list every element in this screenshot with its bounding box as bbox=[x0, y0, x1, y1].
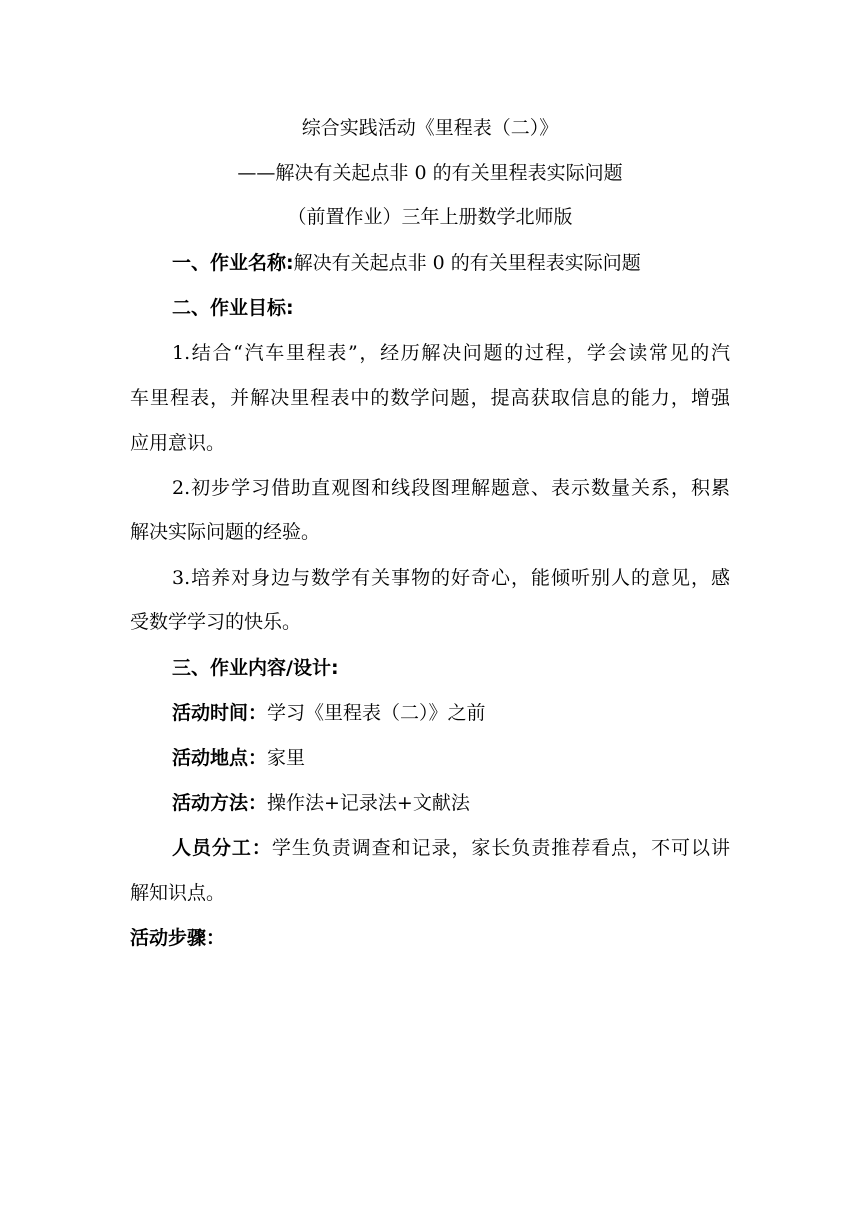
activity-place bbox=[130, 746, 730, 770]
activity-time bbox=[130, 701, 730, 725]
section-1-paragraph bbox=[130, 251, 730, 275]
activity-place-text: 家里 bbox=[267, 747, 306, 769]
activity-place-label: 活动地点： bbox=[172, 747, 268, 769]
goal-2-line-1: 2.初步学习借助直观图和线段图理解题意、表示数量关系，积累 bbox=[172, 477, 730, 499]
section-1-text: 解决有关起点非 0 的有关里程表实际问题 bbox=[293, 252, 641, 274]
activity-method bbox=[130, 791, 730, 815]
staff-division-line-1 bbox=[130, 836, 730, 860]
goal-1-line-2: 车里程表，并解决里程表中的数学问题，提高获取信息的能力，增强 bbox=[130, 387, 730, 409]
staff-division-text: 学生负责调查和记录，家长负责推荐看点，不可以讲 bbox=[271, 837, 730, 859]
goal-2-line-2: 解决实际问题的经验。 bbox=[130, 521, 321, 543]
title-line-2: ——解决有关起点非 0 的有关里程表实际问题 bbox=[237, 162, 623, 184]
section-3-label: 三、作业内容/设计: bbox=[172, 657, 339, 679]
activity-time-text: 学习《里程表（二）》之前 bbox=[267, 702, 486, 724]
goal-1-line-3: 应用意识。 bbox=[130, 432, 226, 454]
section-2-label: 二、作业目标: bbox=[172, 297, 294, 319]
goal-3-line-1: 3.培养对身边与数学有关事物的好奇心，能倾听别人的意见，感 bbox=[172, 567, 730, 589]
goal-3-line-2: 受数学学习的快乐。 bbox=[130, 611, 302, 633]
title-line-3: （前置作业）三年上册数学北师版 bbox=[287, 206, 573, 228]
activity-steps-label: 活动步骤： bbox=[130, 927, 226, 949]
activity-method-label: 活动方法： bbox=[172, 792, 268, 814]
section-1-label: 一、作业名称: bbox=[172, 252, 294, 274]
staff-division-line-2: 解知识点。 bbox=[130, 882, 226, 904]
staff-division-label: 人员分工： bbox=[172, 837, 272, 859]
activity-method-text: 操作法+记录法+文献法 bbox=[267, 792, 470, 814]
goal-1-line-1: 1.结合“汽车里程表”，经历解决问题的过程，学会读常见的汽 bbox=[172, 342, 730, 364]
activity-time-label: 活动时间： bbox=[172, 702, 268, 724]
title-line-1: 综合实践活动《里程表（二）》 bbox=[301, 117, 559, 139]
